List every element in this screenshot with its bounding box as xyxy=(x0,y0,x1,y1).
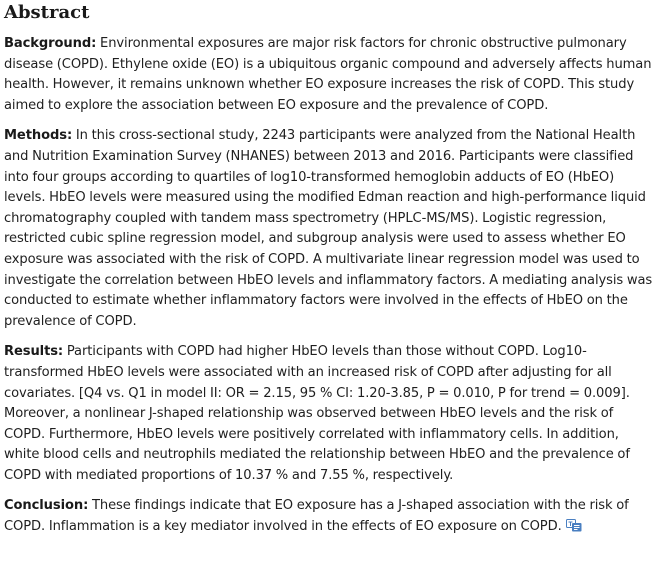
conclusion-paragraph xyxy=(4,496,656,537)
methods-paragraph xyxy=(4,126,656,332)
background-label: Background: xyxy=(4,36,97,51)
abstract-section xyxy=(4,0,656,548)
abstract-heading: Abstract xyxy=(4,2,90,23)
methods-label: Methods: xyxy=(4,128,73,144)
methods-text: In this cross-sectional study, 2243 participants were analyzed from the National Health and Nutrition Examination Survey (NHANES) between 2013 and 2016. Participants were classified into four groups according to quartiles of log10-transformed hemoglobin adducts of EO (HbEO) levels. HbEO levels were measured using the modified Edman reaction and high-performance liquid chromatography coupled with tandem mass spectrometry (HPLC-MS/MS). Logistic regression, restricted cubic spline regression model, and subgroup analysis were used to assess whether EO exposure was associated with the risk of COPD. A multivariate linear regression model was used to investigate the correlation between HbEO levels and inflammatory factors. A mediating analysis was conducted to estimate whether inflammatory factors were involved in the effects of HbEO on the prevalence of COPD. xyxy=(4,128,653,329)
results-label: Results: xyxy=(4,344,64,360)
background-paragraph xyxy=(4,34,656,116)
results-paragraph xyxy=(4,342,656,486)
conclusion-label: Conclusion: xyxy=(4,498,89,514)
translate-icon[interactable] xyxy=(566,519,582,532)
results-text: Participants with COPD had higher HbEO levels than those without COPD. Log10-transformed HbEO levels were associated with an increased risk of COPD after adjusting for all covariates. [Q4 vs. Q1 in model II: OR = 2.15, 95 % CI: 1.20-3.85, P = 0.010, P for trend = 0.009]. Moreover, a nonlinear J-shaped relationship was observed between HbEO levels and the risk of COPD. Furthermore, HbEO levels were positively correlated with inflammatory cells. In addition, white blood cells and neutrophils mediated the relationship between HbEO and the prevalence of COPD with mediated proportions of 10.37 % and 7.55 %, respectively. xyxy=(4,344,630,483)
conclusion-text: These findings indicate that EO exposure has a J-shaped association with the risk of COPD. Inflammation is a key mediator involved in the effects of EO exposure on COPD. xyxy=(4,498,629,535)
background-text: Environmental exposures are major risk factors for chronic obstructive pulmonary disease (COPD). Ethylene oxide (EO) is a ubiquitous organic compound and adversely affects human health. However, it remains unknown whether EO exposure increases the risk of COPD. This study aimed to explore the association between EO exposure and the prevalence of COPD. xyxy=(4,36,652,113)
